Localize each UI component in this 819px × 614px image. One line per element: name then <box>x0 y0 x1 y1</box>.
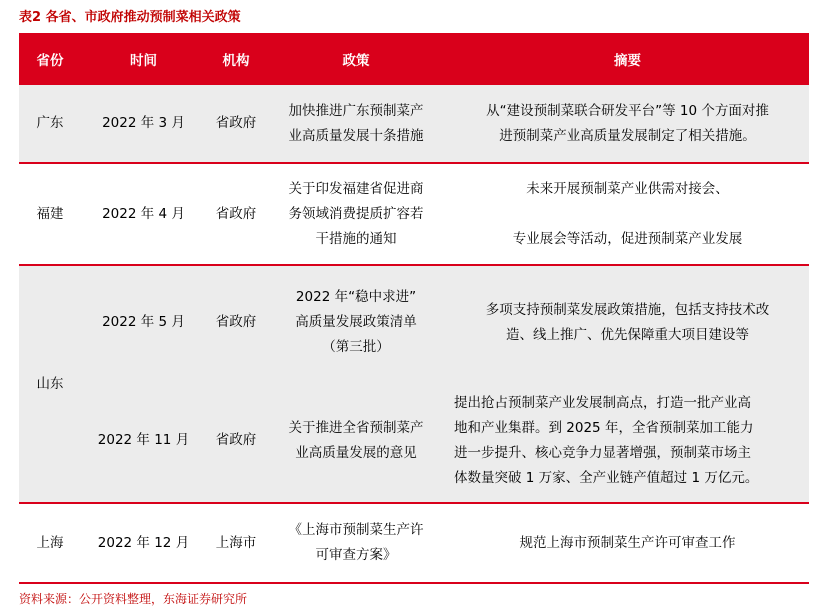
cell-summary: 提出抢占预制菜产业发展制高点，打造一批产业高 地和产业集群。到 2025 年，全省预制菜加工能力 进一步提升、核心竞争力显著增强，预制菜市场主 体数量突破 1 万家、全产业链产值超过 1 万亿元。 <box>446 379 809 503</box>
table-row <box>19 379 809 503</box>
cell-org: 省政府 <box>206 379 266 503</box>
cell-time: 2022 年 11 月 <box>81 379 206 503</box>
cell-org: 省政府 <box>206 85 266 163</box>
header-time: 时间 <box>81 33 206 85</box>
cell-policy: 《上海市预制菜生产许 可审查方案》 <box>266 503 446 583</box>
cell-time: 2022 年 3 月 <box>81 85 206 163</box>
cell-org: 上海市 <box>206 503 266 583</box>
cell-policy: 加快推进广东预制菜产 业高质量发展十条措施 <box>266 85 446 163</box>
cell-time: 2022 年 4 月 <box>81 163 206 265</box>
policy-table <box>19 33 809 584</box>
source-note: 资料来源：公开资料整理，东海证券研究所 <box>19 592 248 606</box>
cell-summary: 规范上海市预制菜生产许可审查工作 <box>446 503 809 583</box>
cell-summary: 未来开展预制菜产业供需对接会、 专业展会等活动，促进预制菜产业发展 <box>446 163 809 265</box>
header-province: 省份 <box>19 33 81 85</box>
cell-summary: 从“建设预制菜联合研发平台”等 10 个方面对推 进预制菜产业高质量发展制定了相关措施。 <box>446 85 809 163</box>
header-summary: 摘要 <box>446 33 809 85</box>
cell-policy: 关于推进全省预制菜产 业高质量发展的意见 <box>266 379 446 503</box>
cell-province: 山东 <box>19 265 81 503</box>
header-org: 机构 <box>206 33 266 85</box>
cell-province: 广东 <box>19 85 81 163</box>
cell-summary: 多项支持预制菜发展政策措施，包括支持技术改 造、线上推广、优先保障重大项目建设等 <box>446 265 809 379</box>
cell-policy: 2022 年“稳中求进” 高质量发展政策清单 （第三批） <box>266 265 446 379</box>
header-policy: 政策 <box>266 33 446 85</box>
cell-province: 上海 <box>19 503 81 583</box>
table-row <box>19 503 809 583</box>
table-row <box>19 163 809 265</box>
table-row <box>19 265 809 379</box>
table-row <box>19 85 809 163</box>
cell-org: 省政府 <box>206 265 266 379</box>
table-header-row <box>19 33 809 85</box>
cell-time: 2022 年 12 月 <box>81 503 206 583</box>
cell-org: 省政府 <box>206 163 266 265</box>
cell-time: 2022 年 5 月 <box>81 265 206 379</box>
cell-province: 福建 <box>19 163 81 265</box>
cell-policy: 关于印发福建省促进商 务领域消费提质扩容若 干措施的通知 <box>266 163 446 265</box>
table-title: 表2 各省、市政府推动预制菜相关政策 <box>19 10 241 25</box>
